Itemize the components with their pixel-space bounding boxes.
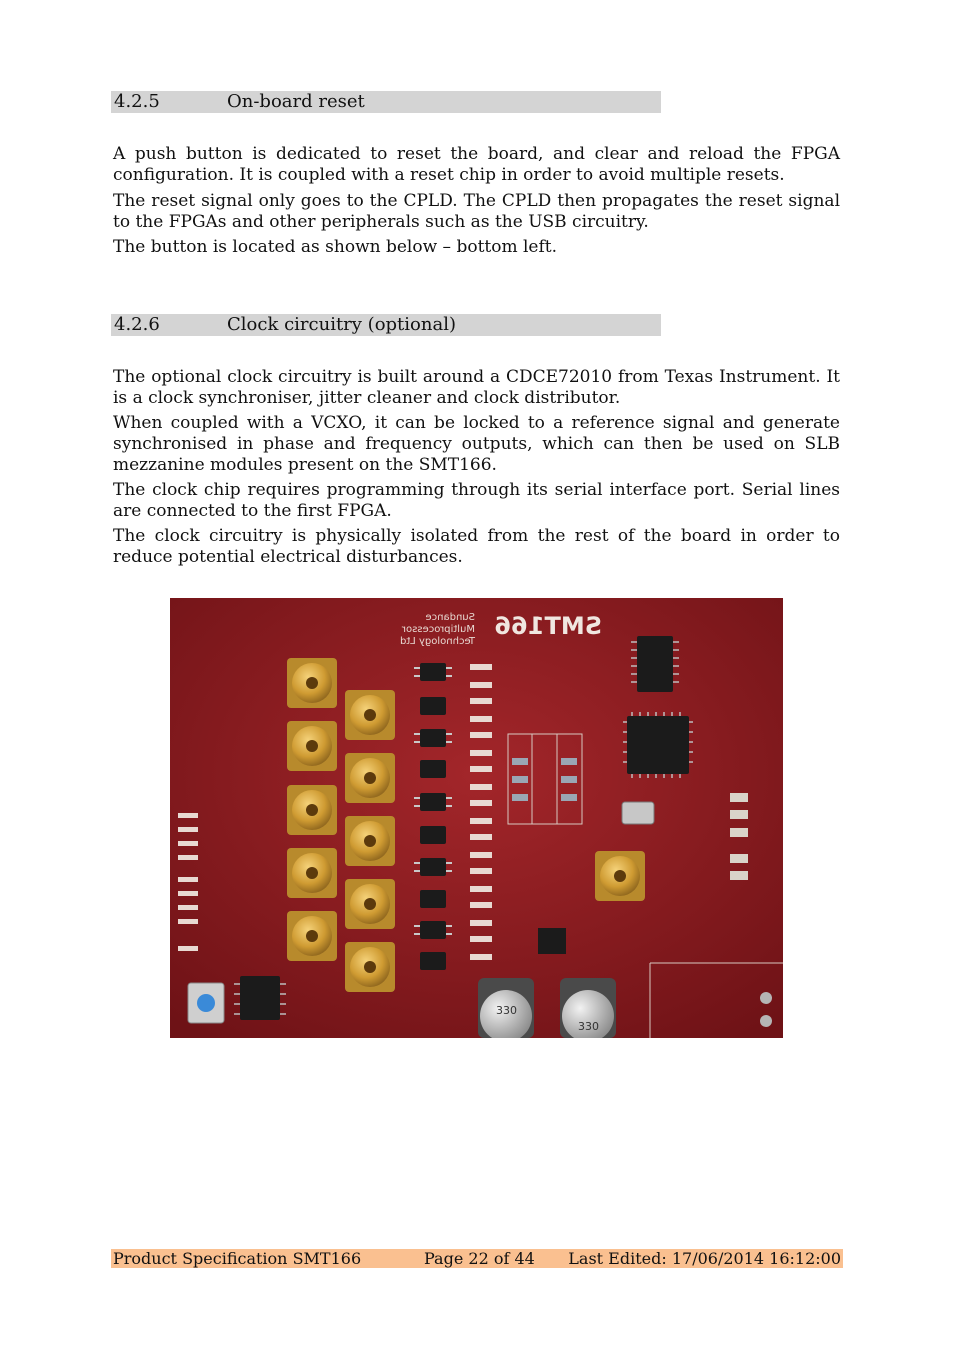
section-heading-4-2-6 <box>111 314 661 336</box>
paragraph: The clock circuitry is physically isolated from the rest of the board in order to reduce potential electrical disturbances. <box>113 526 840 567</box>
mounting-pad <box>760 992 772 1004</box>
section-number: 4.2.6 <box>114 314 160 335</box>
regulator-chip <box>538 928 566 954</box>
board-photo <box>170 598 783 1038</box>
mounting-pad <box>760 1015 772 1027</box>
pcb-illustration <box>170 598 783 1038</box>
page-footer <box>111 1249 843 1268</box>
section-number: 4.2.5 <box>114 91 160 112</box>
section-title: On-board reset <box>227 91 365 112</box>
footer-last-edited: Last Edited: 17/06/2014 16:12:00 <box>568 1249 841 1268</box>
footer-document-title: Product Specification SMT166 <box>113 1249 362 1268</box>
paragraph: A push button is dedicated to reset the board, and clear and reload the FPGA configuration. It is coupled with a reset chip in order to avoid multiple resets. <box>113 144 840 185</box>
paragraph: The button is located as shown below – bottom left. <box>113 237 558 257</box>
footer-page-number: Page 22 of 44 <box>424 1249 535 1268</box>
svg-text:Sundance: Sundance <box>425 612 475 623</box>
svg-text:330: 330 <box>578 1020 599 1033</box>
section-heading-4-2-5 <box>111 91 661 113</box>
paragraph: When coupled with a VCXO, it can be locked to a reference signal and generate synchronised in phase and frequency outputs, which can then be used on SLB mezzanine modules present on the SMT166. <box>113 413 840 475</box>
sma-connector <box>287 658 337 961</box>
vcxo-crystal <box>622 802 654 824</box>
paragraph: The clock chip requires programming through its serial interface port. Serial lines are connected to the first FPGA. <box>113 480 840 521</box>
svg-text:SMT166: SMT166 <box>494 612 602 640</box>
clock-chip <box>623 712 693 778</box>
svg-text:Technology Ltd: Technology Ltd <box>399 636 475 647</box>
section-title: Clock circuitry (optional) <box>227 314 456 335</box>
svg-text:330: 330 <box>496 1004 517 1017</box>
paragraph: The optional clock circuitry is built around a CDCE72010 from Texas Instrument. It is a clock synchroniser, jitter cleaner and clock distributor. <box>113 367 840 408</box>
svg-text:Multiprocessor: Multiprocessor <box>401 624 475 635</box>
serial-chip <box>631 636 679 692</box>
reset-chip <box>234 976 286 1020</box>
reset-button <box>188 983 224 1023</box>
paragraph: The reset signal only goes to the CPLD. The CPLD then propagates the reset signal to the FPGAs and other peripherals such as the USB circuitry. <box>113 191 840 232</box>
